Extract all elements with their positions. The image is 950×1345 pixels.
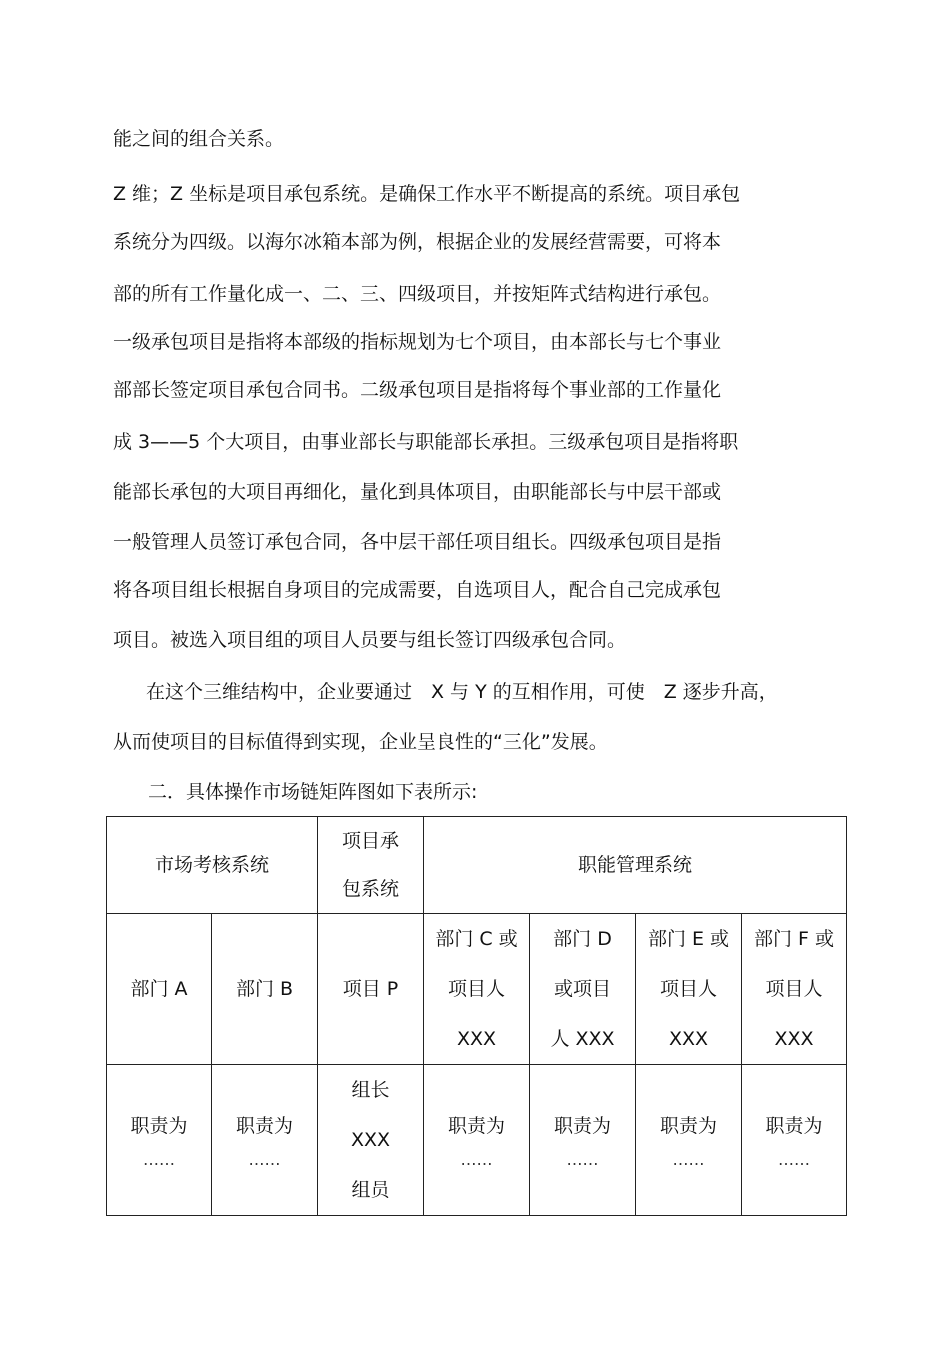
header-functional-system: 职能管理系统 — [424, 817, 847, 914]
paragraph-line: Z 维；Z 坐标是项目承包系统。是确保工作水平不断提高的系统。项目承包 — [113, 183, 741, 205]
summary-line: 从而使项目的目标值得到实现，企业呈良性的“三化”发展。 — [113, 731, 608, 753]
unit-cell-p: 项目 P — [318, 914, 424, 1065]
duty-ellipsis: …… — [460, 1150, 493, 1169]
duty-cell-c — [424, 1065, 530, 1216]
paragraph-line: 部部长签定项目承包合同书。二级承包项目是指将每个事业部的工作量化 — [113, 379, 722, 401]
paragraph-line: 一级承包项目是指将本部级的指标规划为七个项目，由本部长与七个事业 — [113, 331, 722, 353]
unit-line: 部门 E 或 — [647, 928, 730, 950]
duty-cell-f — [742, 1065, 847, 1216]
project-roles-cell — [318, 1065, 424, 1216]
paragraph-line: 能部长承包的大项目再细化，量化到具体项目，由职能部长与中层干部或 — [113, 481, 722, 503]
market-chain-matrix-table — [106, 816, 847, 1216]
unit-line: 项目人 — [765, 978, 823, 1000]
table-duty-row — [107, 1065, 847, 1216]
paragraph-line: 部的所有工作量化成一、二、三、四级项目，并按矩阵式结构进行承包。 — [113, 283, 722, 305]
section-heading: 二．具体操作市场链矩阵图如下表所示: — [148, 781, 478, 803]
duty-label: 职责为 — [130, 1115, 188, 1137]
role-line: 组员 — [351, 1179, 390, 1201]
unit-cell-e — [636, 914, 742, 1065]
unit-cell-b: 部门 B — [212, 914, 318, 1065]
paragraph-line: 将各项目组长根据自身项目的完成需要，自选项目人，配合自己完成承包 — [113, 579, 722, 601]
role-line: 组长 — [351, 1079, 390, 1101]
duty-cell-a — [107, 1065, 212, 1216]
header-market-system: 市场考核系统 — [107, 817, 318, 914]
paragraph-line: 系统分为四级。以海尔冰箱本部为例，根据企业的发展经营需要，可将本 — [113, 231, 722, 253]
table-unit-row — [107, 914, 847, 1065]
duty-ellipsis: …… — [672, 1150, 705, 1169]
header-project-system — [318, 817, 424, 914]
duty-cell-b — [212, 1065, 318, 1216]
duty-label: 职责为 — [448, 1115, 506, 1137]
duty-label: 职责为 — [660, 1115, 718, 1137]
duty-cell-d — [530, 1065, 636, 1216]
duty-label: 职责为 — [554, 1115, 612, 1137]
unit-cell-d — [530, 914, 636, 1065]
unit-line: XXX — [774, 1028, 814, 1050]
paragraph-line: 能之间的组合关系。 — [113, 128, 285, 150]
paragraph-line: 一般管理人员签订承包合同，各中层干部任项目组长。四级承包项目是指 — [113, 531, 722, 553]
unit-line: 人 XXX — [550, 1028, 615, 1050]
paragraph-line: 成 3——5 个大项目，由事业部长与职能部长承担。三级承包项目是指将职 — [113, 431, 739, 453]
unit-line: 部门 D — [553, 928, 612, 950]
unit-cell-c — [424, 914, 530, 1065]
unit-line: 或项目 — [554, 978, 612, 1000]
unit-line: 部门 C 或 — [435, 928, 518, 950]
duty-label: 职责为 — [236, 1115, 294, 1137]
duty-ellipsis: …… — [143, 1150, 175, 1169]
paragraph-line: 项目。被选入项目组的项目人员要与组长签订四级承包合同。 — [113, 629, 627, 651]
duty-ellipsis: …… — [566, 1150, 599, 1169]
duty-ellipsis: …… — [778, 1150, 811, 1169]
unit-cell-f — [742, 914, 847, 1065]
header-project-line: 项目承 — [342, 830, 400, 852]
header-project-line: 包系统 — [342, 878, 400, 900]
unit-line: 部门 F 或 — [754, 928, 835, 950]
unit-line: 项目人 — [448, 978, 506, 1000]
table-header-row — [107, 817, 847, 914]
duty-cell-e — [636, 1065, 742, 1216]
unit-cell-a: 部门 A — [107, 914, 212, 1065]
duty-label: 职责为 — [765, 1115, 823, 1137]
unit-line: XXX — [668, 1028, 709, 1050]
duty-ellipsis: …… — [248, 1150, 281, 1169]
unit-line: 项目人 — [660, 978, 718, 1000]
unit-line: XXX — [456, 1028, 497, 1050]
summary-line: 在这个三维结构中，企业要通过 X 与 Y 的互相作用，可使 Z 逐步升高， — [146, 681, 778, 703]
role-line: XXX — [350, 1129, 391, 1151]
